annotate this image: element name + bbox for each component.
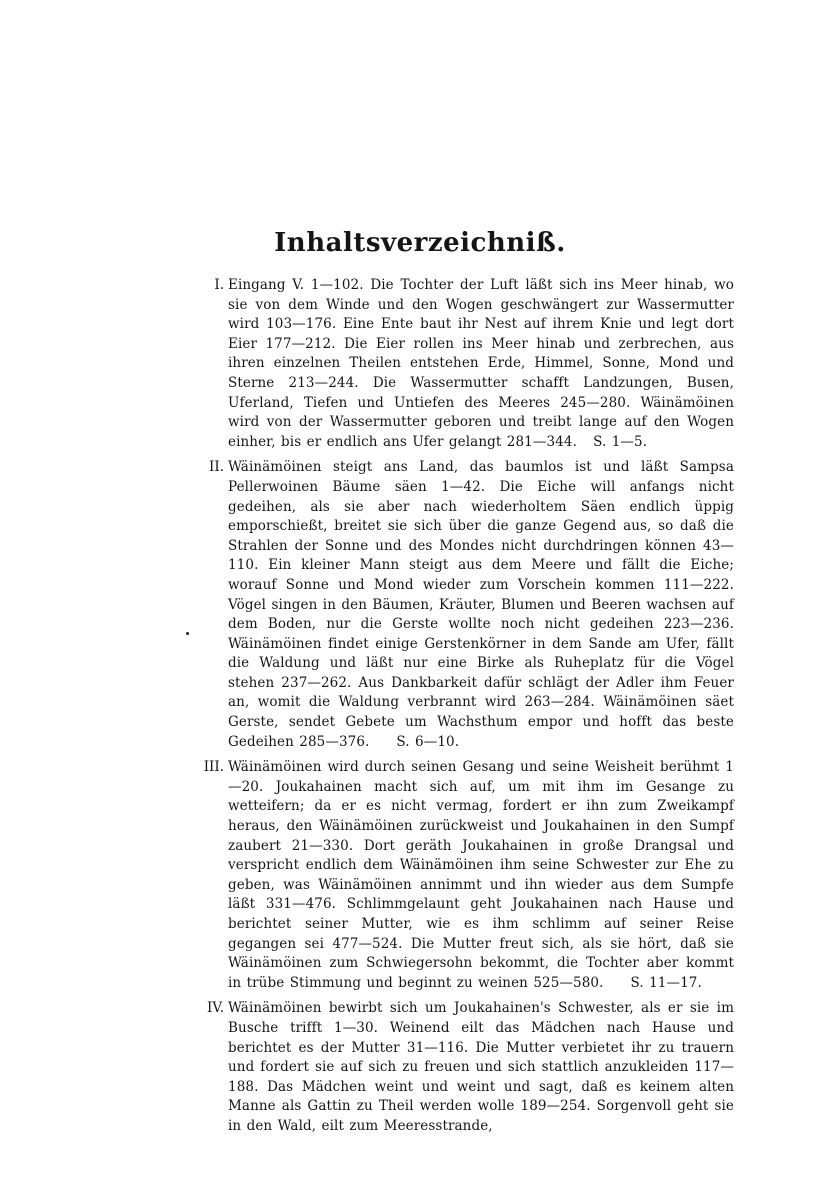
- entry-page-ref: S. 6—10.: [396, 733, 460, 750]
- entry-text: [228, 458, 734, 752]
- entry-numeral: II.: [209, 459, 224, 476]
- entry-page-ref: S. 11—17.: [630, 974, 702, 991]
- entry-text: [228, 276, 734, 452]
- ink-speck: [186, 632, 189, 635]
- entry-text: [228, 999, 734, 1136]
- toc-entry-4: [206, 999, 734, 1136]
- entry-numeral: I.: [214, 277, 224, 293]
- entry-summary: Wäinämöinen wird durch seinen Gesang und seine Weisheit berühmt 1—20. Joukahainen macht sich auf, um mit ihm im Gesange zu wetteifern; da er es nicht vermag, fordert er ihn zum Zweikampf heraus, den Wäinämöinen zurückweist und Joukahainen in den Sumpf zaubert 21—330. Dort geräth Joukahainen in große Drangsal und verspricht endlich dem Wäinämöinen ihm seine Schwester zur Ehe zu geben, was Wäinämöinen annimmt und ihn wieder aus dem Sumpfe läßt 331—476. Schlimmgelaunt geht Joukahainen nach Hause und berichtet seiner Mutter, wie es ihm schlimm auf seiner Reise gegangen sei 477—524. Die Mutter freut sich, als sie hört, daß sie Wäinämöinen zum Schwiegersohn bekommt, die Tochter aber kommt in trübe Stimmung und beginnt zu weinen 525—580.: [228, 759, 734, 991]
- toc-entry-3: [203, 758, 734, 993]
- entry-numeral: III.: [203, 759, 224, 776]
- entry-numeral: IV.: [206, 1000, 224, 1017]
- entry-summary: Wäinämöinen steigt ans Land, das baumlos ist und läßt Sampsa Pellerwoinen Bäume säen 1—42. Die Eiche will anfangs nicht gedeihen, als sie aber nach wiederholtem Säen endlich üppig emporschießt, breitet sie sich über die ganze Gegend aus, so daß die Strahlen der Sonne und des Mondes nicht durchdringen können 43—110. Ein kleiner Mann steigt aus dem Meere und fällt die Eiche; worauf Sonne und Mond wieder zum Vorschein kommen 111—222. Vögel singen in den Bäumen, Kräuter, Blumen und Beeren wachsen auf dem Boden, nur die Gerste wollte noch nicht gedeihen 223—236. Wäinämöinen findet einige Gerstenkörner in dem Sande am Ufer, fällt die Waldung und läßt nur eine Birke als Ruheplatz für die Vögel stehen 237—262. Aus Dankbarkeit dafür schlägt der Adler ihm Feuer an, womit die Waldung verbrannt wird 263—284. Wäinämöinen säet Gerste, sendet Gebete um Wachsthum empor und hofft das beste Gedeihen 285—376.: [228, 459, 734, 750]
- entry-text: [228, 758, 734, 993]
- page-title: Inhaltsverzeichniß.: [274, 228, 566, 258]
- table-of-contents: [203, 276, 734, 1143]
- entry-page-ref: S. 1—5.: [593, 433, 648, 450]
- entry-summary: Eingang V. 1—102. Die Tochter der Luft läßt sich ins Meer hinab, wo sie von dem Winde und den Wogen geschwängert zur Wassermutter wird 103—176. Eine Ente baut ihr Nest auf ihrem Knie und legt dort Eier 177—212. Die Eier rollen ins Meer hinab und zerbrechen, aus ihren einzelnen Theilen entstehen Erde, Himmel, Sonne, Mond und Sterne 213—244. Die Wassermutter schafft Landzungen, Busen, Uferland, Tiefen und Untiefen des Meeres 245—280. Wäinämöinen wird von der Wassermutter geboren und treibt lange auf den Wogen einher, bis er endlich ans Ufer gelangt 281—344.: [228, 277, 734, 450]
- toc-entry-2: [209, 458, 734, 752]
- toc-entry-1: [214, 276, 734, 452]
- entry-summary: Wäinämöinen bewirbt sich um Joukahainen's Schwester, als er sie im Busche trifft 1—30. Weinend eilt das Mädchen nach Hause und berichtet es der Mutter 31—116. Die Mutter verbietet ihr zu trauern und fordert sie auf sich zu freuen und sich stattlich anzukleiden 117—188. Das Mädchen weint und weint und sagt, daß es keinem alten Manne als Gattin zu Theil werden wolle 189—254. Sorgenvoll geht sie in den Wald, eilt zum Meeresstrande,: [228, 1000, 734, 1134]
